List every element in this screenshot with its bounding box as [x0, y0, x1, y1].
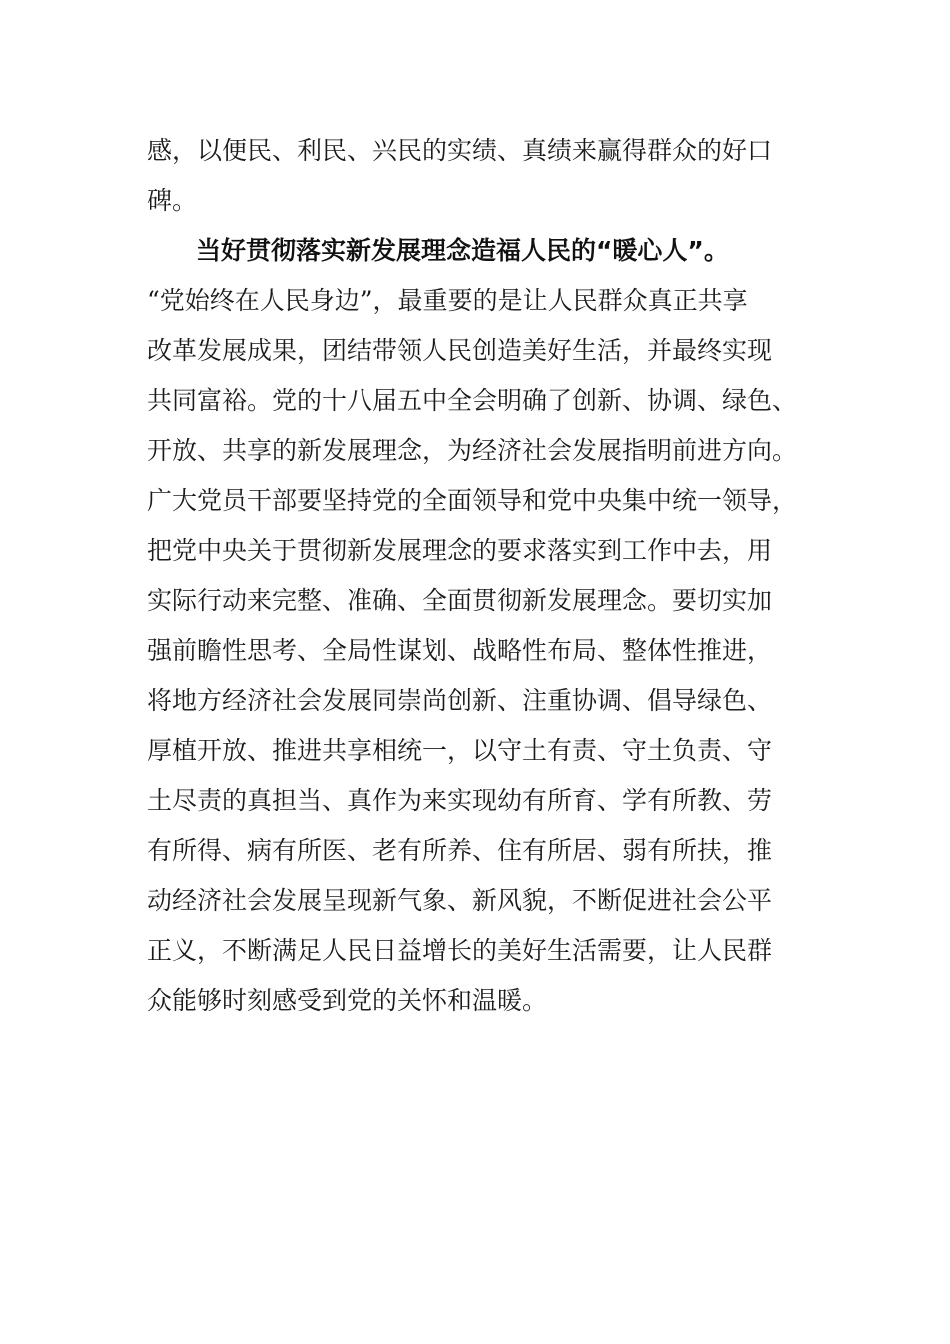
text-line: 把党中央关于贯彻新发展理念的要求落实到工作中去，用	[147, 536, 773, 565]
text-line: 碑。	[147, 186, 198, 215]
text-line: 开放、共享的新发展理念，为经济社会发展指明前进方向。	[147, 436, 798, 465]
text-line: 感，以便民、利民、兴民的实绩、真绩来赢得群众的好口	[147, 136, 773, 165]
text-line: 土尽责的真担当、真作为来实现幼有所育、学有所教、劳	[147, 786, 773, 815]
body-paragraph	[147, 276, 807, 1026]
text-line: 广大党员干部要坚持党的全面领导和党中央集中统一领导，	[147, 486, 798, 515]
text-line: 实际行动来完整、准确、全面贯彻新发展理念。要切实加	[147, 586, 773, 615]
intro-paragraph	[147, 126, 807, 226]
text-line: 众能够时刻感受到党的关怀和温暖。	[147, 986, 548, 1015]
text-line: 强前瞻性思考、全局性谋划、战略性布局、整体性推进，	[147, 636, 773, 665]
text-line: 厚植开放、推进共享相统一，以守土有责、守土负责、守	[147, 736, 773, 765]
text-line: 改革发展成果，团结带领人民创造美好生活，并最终实现	[147, 336, 773, 365]
text-line: 动经济社会发展呈现新气象、新风貌，不断促进社会公平	[147, 886, 773, 915]
text-line: “党始终在人民身边”，最重要的是让人民群众真正共享	[147, 286, 748, 315]
text-line: 有所得、病有所医、老有所养、住有所居、弱有所扶，推	[147, 836, 773, 865]
section-heading: 当好贯彻落实新发展理念造福人民的“暖心人”。	[196, 236, 729, 265]
text-line: 将地方经济社会发展同崇尚创新、注重协调、倡导绿色、	[147, 686, 773, 715]
text-line: 正义，不断满足人民日益增长的美好生活需要，让人民群	[147, 936, 773, 965]
text-line: 共同富裕。党的十八届五中全会明确了创新、协调、绿色、	[147, 386, 798, 415]
